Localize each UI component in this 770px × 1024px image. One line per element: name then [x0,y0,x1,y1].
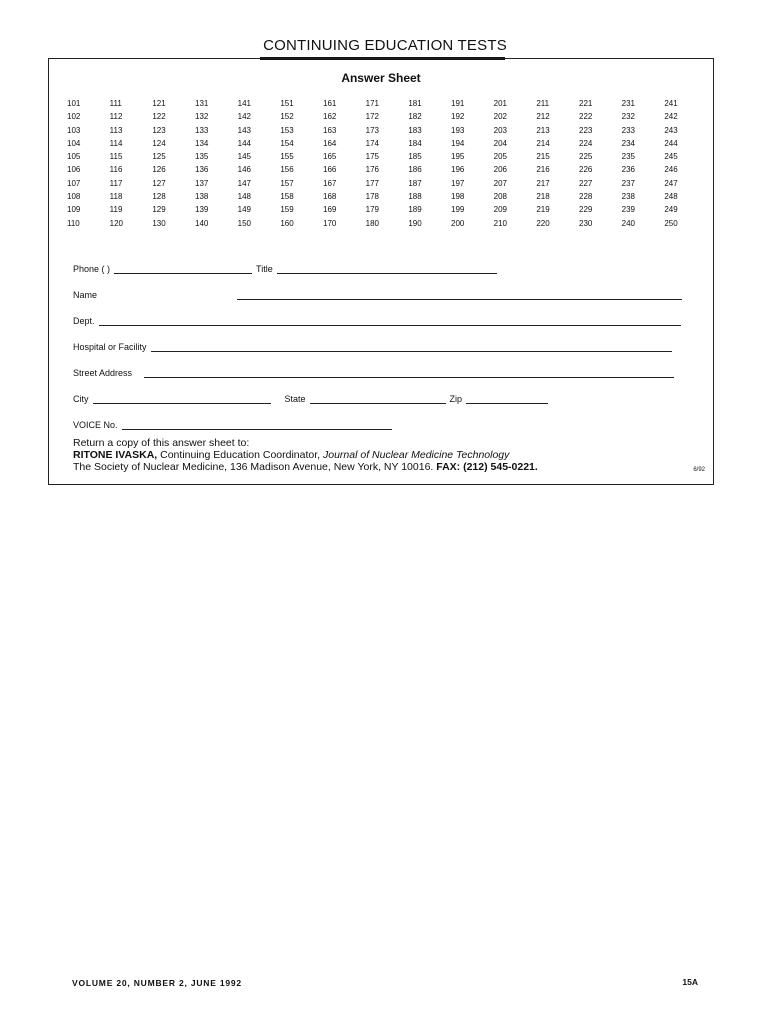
answer-number: 207 [493,178,508,188]
answer-number: 193 [451,125,465,135]
answer-number: 131 [195,99,209,108]
dept-label: Dept. [73,316,95,326]
answer-number: 198 [451,192,465,202]
answer-number: 188 [408,192,422,202]
answer-number: 215 [536,152,550,162]
answer-number: 107 [67,178,81,188]
answer-number: 222 [579,112,593,122]
voice-row [73,420,396,430]
answer-number: 244 [664,138,678,148]
answer-number: 166 [323,165,337,175]
dept-field[interactable] [99,316,681,326]
answer-number: 171 [365,99,380,108]
form-code: 6/92 [693,467,705,473]
answer-number: 190 [408,218,422,228]
answer-number: 119 [109,205,123,215]
answer-number: 219 [536,205,550,215]
answer-number: 151 [280,99,294,108]
answer-number: 194 [451,138,465,148]
answer-number: 105 [67,152,81,162]
answer-number: 238 [621,192,636,202]
answer-number: 140 [195,218,209,228]
page-header: CONTINUING EDUCATION TESTS [263,37,507,54]
answer-number: 220 [536,218,550,228]
answer-number: 236 [621,165,636,175]
city-row [73,394,552,404]
answer-number: 148 [237,192,252,202]
answer-number: 224 [579,138,593,148]
name-row [73,290,686,300]
answer-number: 112 [109,112,123,122]
phone-row [73,264,501,274]
answer-number: 106 [67,165,81,175]
answer-number: 160 [280,218,294,228]
answer-number: 170 [323,218,337,228]
answer-number: 173 [365,125,380,135]
answer-number: 164 [323,138,337,148]
state-label: State [284,394,306,404]
answer-number: 134 [195,138,209,148]
answer-number: 239 [621,205,636,215]
answer-number: 184 [408,138,422,148]
answer-number: 144 [237,138,252,148]
answer-number: 208 [493,192,508,202]
answer-number: 192 [451,112,465,122]
answer-number: 123 [152,125,166,135]
answer-number: 210 [493,218,508,228]
voice-label: VOICE No. [73,420,118,430]
answer-number: 200 [451,218,465,228]
answer-number: 246 [664,165,678,175]
answer-number: 116 [109,165,123,175]
answer-number: 240 [621,218,636,228]
answer-number: 181 [408,99,422,108]
answer-number: 186 [408,165,422,175]
answer-number: 183 [408,125,422,135]
answer-number: 142 [237,112,252,122]
answer-number: 143 [237,125,252,135]
answer-number: 214 [536,138,550,148]
phone-label: Phone ( ) [73,264,111,274]
title-label: Title [256,264,273,274]
answer-number: 150 [237,218,252,228]
answer-number: 163 [323,125,337,135]
answer-number: 247 [664,178,678,188]
answer-number: 202 [493,112,508,122]
answer-number: 195 [451,152,465,162]
answer-number: 237 [621,178,636,188]
answer-number: 175 [365,152,380,162]
answer-number: 178 [365,192,380,202]
answer-number: 124 [152,138,166,148]
city-label: City [73,394,89,404]
street-label: Street Address [73,368,133,378]
answer-sheet-title: Answer Sheet [341,71,421,85]
answer-number: 127 [152,178,166,188]
dept-row [73,316,685,326]
answer-number: 234 [621,138,636,148]
answer-number: 139 [195,205,209,215]
state-field[interactable] [310,394,446,404]
answer-number: 242 [664,112,678,122]
answer-number: 216 [536,165,550,175]
answer-number: 103 [67,125,81,135]
name-field[interactable] [237,290,682,300]
answer-number: 165 [323,152,337,162]
coordinator-role: Continuing Education Coordinator, [157,449,323,461]
answer-number: 137 [195,178,209,188]
answer-number: 125 [152,152,166,162]
return-line: Return a copy of this answer sheet to: [73,437,250,449]
answer-number: 133 [195,125,209,135]
answer-number: 233 [621,125,636,135]
answer-number: 121 [152,99,166,108]
answer-number: 138 [195,192,209,202]
hospital-row [73,342,676,352]
answer-number: 177 [365,178,380,188]
journal-name: Journal of Nuclear Medicine Technology [323,449,510,461]
answer-number: 149 [237,205,252,215]
answer-number: 223 [579,125,593,135]
answer-number: 203 [493,125,508,135]
answer-number: 187 [408,178,422,188]
answer-number: 114 [109,138,123,148]
answer-number: 146 [237,165,252,175]
answer-number: 205 [493,152,508,162]
answer-number: 182 [408,112,422,122]
hospital-label: Hospital or Facility [73,342,147,352]
answer-number: 157 [280,178,294,188]
answer-number: 189 [408,205,422,215]
answer-number: 162 [323,112,337,122]
answer-number: 128 [152,192,166,202]
answer-number: 199 [451,205,465,215]
answer-number: 172 [365,112,380,122]
answer-number: 196 [451,165,465,175]
return-instructions [73,437,538,473]
answer-number: 201 [493,99,508,108]
answer-number: 110 [67,218,80,228]
answer-number: 213 [536,125,550,135]
answer-number: 209 [493,205,508,215]
answer-number: 156 [280,165,294,175]
answer-number: 104 [67,138,81,148]
city-field[interactable] [93,394,271,404]
answer-number: 154 [280,138,294,148]
answer-number: 167 [323,178,337,188]
answer-number: 191 [451,99,465,108]
answer-number: 132 [195,112,209,122]
phone-field[interactable] [114,264,252,274]
answer-number: 130 [152,218,166,228]
answer-number: 227 [579,178,593,188]
answer-number: 250 [664,218,678,228]
address-line [73,461,538,473]
volume-footer: VOLUME 20, NUMBER 2, JUNE 1992 [72,978,242,988]
answer-number: 120 [109,218,124,228]
zip-label: Zip [449,394,463,404]
answer-number: 179 [365,205,380,215]
answer-number: 217 [536,178,550,188]
answer-number: 135 [195,152,209,162]
answer-number: 118 [109,192,123,202]
coordinator-name: RITONE IVASKA, [73,449,158,461]
answer-number: 212 [536,112,550,122]
street-row [73,368,678,378]
answer-number: 225 [579,152,593,162]
answer-number: 141 [237,99,252,108]
answer-number: 232 [621,112,636,122]
answer-number: 169 [323,205,337,215]
answer-number: 245 [664,152,678,162]
society-address: The Society of Nuclear Medicine, 136 Madison Avenue, New York, NY 10016. [73,461,437,473]
answer-number: 248 [664,192,678,202]
answer-number: 226 [579,165,593,175]
answer-number: 111 [109,99,122,108]
answer-number: 185 [408,152,422,162]
answer-number: 155 [280,152,294,162]
answer-number: 159 [280,205,294,215]
answer-number: 136 [195,165,209,175]
answer-number: 221 [579,99,593,108]
answer-number: 204 [493,138,508,148]
answer-number: 176 [365,165,380,175]
answer-number: 230 [579,218,593,228]
name-label: Name [73,290,98,300]
answer-number: 117 [109,178,123,188]
answer-number: 158 [280,192,294,202]
answer-number-grid [67,97,707,237]
answer-number: 168 [323,192,337,202]
answer-number: 180 [365,218,380,228]
answer-number: 243 [664,125,678,135]
answer-number: 197 [451,178,465,188]
answer-number: 101 [67,99,81,108]
title-field[interactable] [277,264,497,274]
answer-number: 241 [664,99,678,108]
answer-number: 109 [67,205,81,215]
hospital-field[interactable] [151,342,672,352]
answer-number: 147 [237,178,252,188]
answer-number: 174 [365,138,380,148]
answer-number: 235 [621,152,636,162]
answer-number: 126 [152,165,166,175]
answer-sheet [48,58,714,485]
answer-number: 102 [67,112,81,122]
coordinator-line [73,449,538,461]
answer-number: 145 [237,152,252,162]
answer-number: 115 [109,152,123,162]
answer-number: 129 [152,205,166,215]
answer-number: 211 [536,99,550,108]
answer-number: 161 [323,99,337,108]
voice-field[interactable] [122,420,392,430]
answer-number: 231 [621,99,636,108]
answer-number: 113 [109,125,123,135]
page-number: 15A [682,977,698,987]
zip-field[interactable] [466,394,548,404]
street-field[interactable] [144,368,674,378]
fax-number: FAX: (212) 545-0221. [436,461,538,473]
answer-number: 249 [664,205,678,215]
answer-number: 229 [579,205,593,215]
answer-number: 218 [536,192,550,202]
answer-number: 152 [280,112,294,122]
answer-number: 206 [493,165,508,175]
answer-number: 228 [579,192,593,202]
answer-number: 153 [280,125,294,135]
answer-number: 108 [67,192,81,202]
answer-number: 122 [152,112,166,122]
